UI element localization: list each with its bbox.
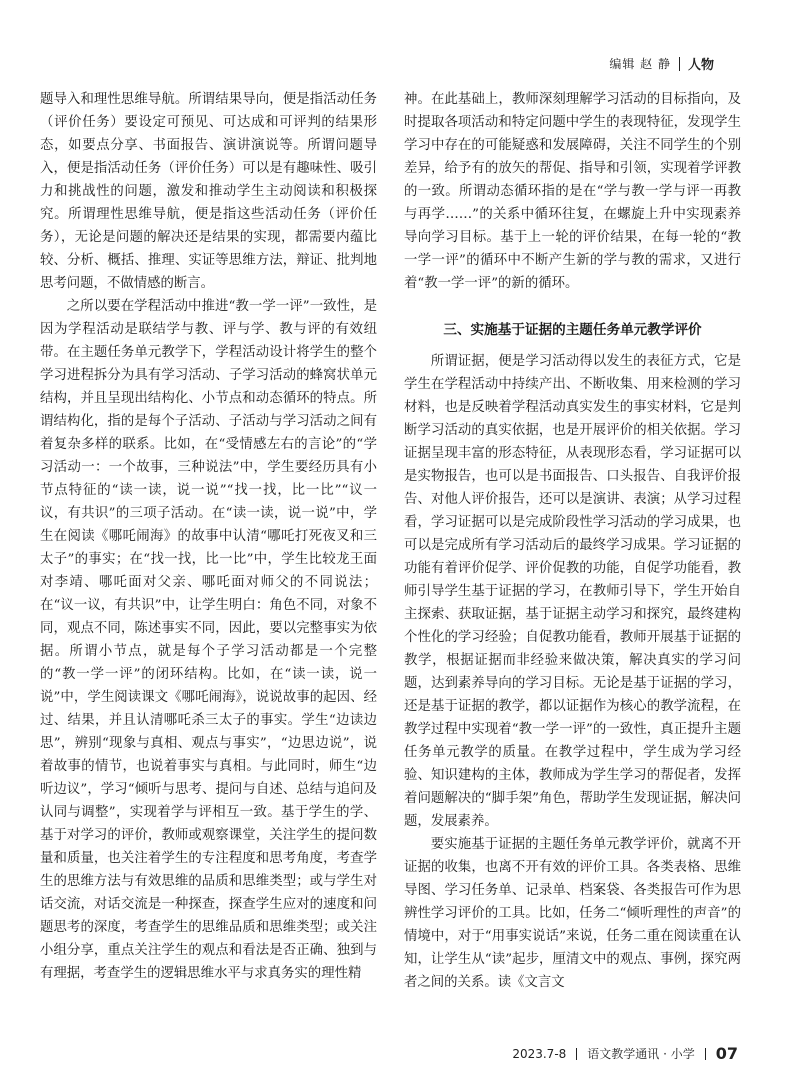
footer-divider-2: [705, 1048, 706, 1060]
right-column: [404, 88, 741, 994]
page-number: 07: [715, 1044, 738, 1063]
right-paragraph-3: 要实施基于证据的主题任务单元教学评价，就离不开证据的收集，也离不开有效的评价工具。各类表格、思维导图、学习任务单、记录单、档案袋、各类报告可作为思辨性学习评价的工具。比如，任务二“倾听理性的声音”的情境中，对于“用事实说话”来说，任务二重在阅读重在认知，让学生从“读”起步，厘清文中的观点、事例，探究两者之间的关系。读《文言文: [404, 837, 741, 990]
right-paragraph-1: 神。在此基础上，教师深刻理解学习活动的目标指向，及时提取各项活动和特定问题中学生的表现特征，发现学生学习中存在的可能疑惑和发展障碍，关注不同学生的个别差异，给予有的放矢的帮促、指导和引领，实现着学评教的一致。所谓动态循环指的是在“学与教一学与评一再教与再学……”的关系中循环往复，在螺旋上升中实现素养导向学习目标。基于上一轮的评价结果，在每一轮的“教一学一评”的循环中不断产生新的学与教的需求，又进行着“教一学一评”的新的循环。: [404, 92, 741, 291]
page-header: [609, 54, 714, 73]
section-label: 人物: [687, 58, 714, 73]
left-paragraph-2: 之所以要在学程活动中推进“教一学一评”一致性，是因为学程活动是联结学与教、评与学、教与评的有效纽带。在主题任务单元教学下，学程活动设计将学生的整个学习进程拆分为具有学习活动、子学习活动的蜂窝状单元结构，并且呈现出结构化、小节点和动态循环的特点。所谓结构化，指的是每个子活动、子活动与学习活动之间有着复杂多样的联系。比如，在“受情感左右的言论”的“学习活动一：一个故事，三种说法”中，学生要经历具有小节点特征的“读一读，说一说”“找一找，比一比”“议一议，有共识”的三项子活动。在“读一读，说一说”中，学生在阅读《哪吒闹海》的故事中认清“哪吒打死夜叉和三太子”的事实；在“找一找，比一比”中，学生比较龙王面对李靖、哪吒面对父亲、哪吒面对师父的不同说法；在“议一议，有共识”中，让学生明白：角色不同，对象不同，观点不同，陈述事实不同，因此，要以完整事实为依据。所谓小节点，就是每个子学习活动都是一个完整的“教一学一评”的闭环结构。比如，在“读一读，说一说”中，学生阅读课文《哪吒闹海》，说说故事的起因、经过、结果，并且认清哪吒杀三太子的事实。学生“边读边思”，辨别“现象与真相、观点与事实”，“边思边说”，说着故事的情节，也说着事实与真相。与此同时，师生“边听边议”，学习“倾听与思考、提问与自述、总结与追问及认同与调整”，实现着学与评相互一致。基于学生的学、基于对学习的评价，教师或观察课堂，关注学生的提问数量和质量，也关注着学生的专注程度和思考角度，考查学生的思维方法与有效思维的品质和思维类型；或与学生对话交流，对话交流是一种探查，探查学生应对的速度和问题思考的深度，考查学生的思维品质和思维类型；或关注小组分享，重点关注学生的观点和看法是否正确、独到与有理据，考查学生的逻辑思维水平与求真务实的理性精: [40, 299, 377, 981]
header-divider: [679, 57, 680, 71]
editor-credit: 编辑 赵 静: [609, 57, 671, 71]
journal-name: 语文教学通讯 · 小学: [587, 1047, 695, 1061]
left-column: [40, 88, 377, 985]
issue-date: 2023.7-8: [512, 1046, 567, 1061]
section-heading: 三、实施基于证据的主题任务单元教学评价: [443, 322, 702, 338]
page-footer: [512, 1044, 738, 1063]
footer-divider-1: [576, 1048, 577, 1060]
right-paragraph-2: 所谓证据，便是学习活动得以发生的表征方式，它是学生在学程活动中持续产出、不断收集、用来检测的学习材料，也是反映着学程活动真实发生的事实材料，它是判断学习活动的真实依据，也是开展评价的相关依据。学习证据呈现丰富的形态特征，从表现形态看，学习证据可以是实物报告，也可以是书面报告、口头报告、自我评价报告、对他人评价报告，还可以是演讲、表演；从学习过程看，学习证据可以是完成阶段性学习活动的学习成果，也可以是完成所有学习活动后的最终学习成果。学习证据的功能有着评价促学、评价促教的功能，自促学功能看，教师引导学生基于证据的学习，在教师引导下，学生开始自主探索、获取证据，基于证据主动学习和探究，最终建构个性化的学习经验；自促教功能看，教师开展基于证据的教学，根据证据而非经验来做决策，解决真实的学习问题，达到素养导向的学习目标。无论是基于证据的学习，还是基于证据的教学，都以证据作为核心的教学流程，在教学过程中实现着“教一学一评”的一致性，真正提升主题任务单元教学的质量。在教学过程中，学生成为学习经验、知识建构的主体，教师成为学生学习的帮促者，发挥着问题解决的“脚手架”角色，帮助学生发现证据，解决问题，发展素养。: [404, 354, 741, 829]
left-paragraph-1: 题导入和理性思维导航。所谓结果导向，便是指活动任务（评价任务）要设定可预见、可达成和可评判的结果形态，如要点分享、书面报告、演讲演说等。所谓问题导入，便是指活动任务（评价任务）可以是有趣味性、吸引力和挑战性的问题，激发和推动学生主动阅读和积极探究。所谓理性思维导航，便是指这些活动任务（评价任务），无论是问题的解决还是结果的实现，都需要内蕴比较、分析、概括、推理、实证等思维方法，辩证、批判地思考问题，不做情感的断言。: [40, 92, 377, 291]
